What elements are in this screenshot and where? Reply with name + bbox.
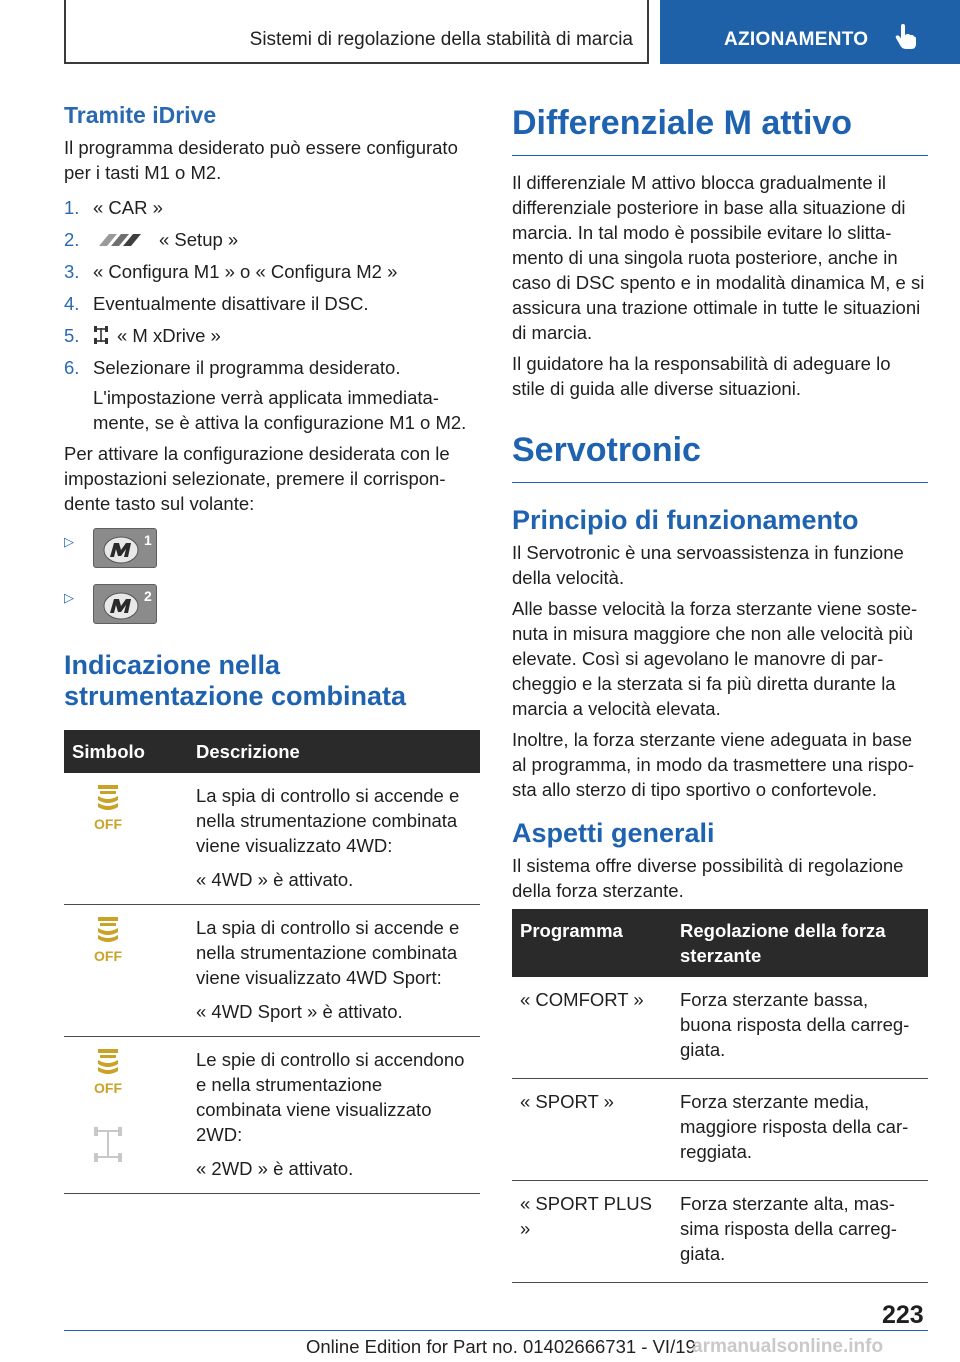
step-number: 3.	[64, 261, 80, 282]
step-number: 6.	[64, 357, 80, 378]
symbol-cell	[64, 773, 188, 905]
table-header-program: Programma	[512, 909, 672, 977]
symbol-cell	[64, 1037, 188, 1194]
program-cell: « SPORT »	[512, 1079, 672, 1181]
step-text: « M xDrive »	[117, 325, 221, 346]
program-cell: « COMFORT »	[512, 977, 672, 1079]
steps-list	[64, 195, 480, 380]
servotronic-heading: Servotronic	[512, 431, 928, 483]
symbol-cell	[64, 905, 188, 1037]
table-row	[512, 977, 928, 1079]
page-number: 223	[882, 1301, 924, 1329]
step-text: « CAR »	[93, 197, 163, 218]
footer-divider	[64, 1330, 863, 1331]
step-item	[64, 259, 480, 284]
program-table	[512, 909, 928, 1283]
differential-paragraph-1: Il differenziale M attivo blocca gradualmente il differenziale posteriore in base alla situazione di marcia. In tal modo è possibile evitare lo slittamento di una singola ruota posteriore, anche in caso di DSC spento e in modalità dinamica M, e si assicura una trazione ottimale in tutte le situazioni di marcia.	[512, 172, 925, 343]
principle-heading: Principio di funzionamento	[512, 505, 859, 535]
header-chapter-tab	[660, 0, 960, 64]
general-heading: Aspetti generali	[512, 818, 715, 848]
description-cell	[188, 773, 480, 905]
principle-paragraph-2: Alle basse velocità la forza sterzante viene sostenuta in misura maggiore che non alle velocità più elevate. Così si agevolano le manovre di parcheggio e la sterzata si fa più diretta durante la marcia a velocità elevata.	[512, 598, 918, 719]
table-header-row	[512, 909, 928, 977]
watermark: armanualsonline.info	[692, 1336, 884, 1357]
step-number: 5.	[64, 325, 80, 346]
row-status: « 4WD » è attivato.	[196, 869, 354, 890]
table-row	[64, 905, 480, 1037]
4wd-warning-light-icon	[86, 783, 130, 833]
differential-paragraph-2: Il guidatore ha la responsabilità di adeguare lo stile di guida alle diverse situazioni.	[512, 353, 891, 399]
row-description: Le spie di controllo si accendono e nella strumentazione combinata viene visualizzato 2WD:	[196, 1049, 465, 1145]
step-item	[64, 355, 480, 380]
general-paragraph: Il sistema offre diverse possibilità di regolazione della forza sterzante.	[512, 855, 904, 901]
m1-superscript: 1	[144, 532, 152, 548]
step-text: Selezionare il programma desiderato.	[93, 357, 401, 378]
2wd-drivetrain-icon	[86, 1123, 130, 1167]
table-header-symbol: Simbolo	[64, 730, 188, 773]
step-number: 2.	[64, 229, 80, 250]
table-row	[512, 1079, 928, 1181]
differential-heading: Differenziale M attivo	[512, 104, 928, 156]
step-text: « Configura M1 » o « Configura M2 »	[93, 261, 398, 282]
step-number: 1.	[64, 197, 80, 218]
description-cell	[188, 905, 480, 1037]
bullet-m1	[64, 528, 480, 568]
row-description: La spia di controllo si accende e nella strumentazione combinata viene visualizzato 4WD:	[196, 785, 460, 856]
step-item	[64, 195, 480, 220]
svg-text:OFF: OFF	[94, 816, 122, 832]
m1-button-icon	[93, 528, 157, 568]
table-row	[64, 773, 480, 905]
table-row	[512, 1181, 928, 1283]
header-chapter-label: AZIONAMENTO	[724, 29, 869, 50]
step-text: Eventualmente disattivare il DSC.	[93, 293, 369, 314]
step-item	[64, 323, 480, 348]
display-heading: Indicazione nella strumentazione combinata	[64, 650, 407, 711]
header-section-title: Sistemi di regolazione della stabilità di marcia	[249, 29, 633, 50]
principle-paragraph-3: Inoltre, la forza sterzante viene adeguata in base al programma, in modo da trasmettere una risposta allo sterzo di tipo sportivo o confortevole.	[512, 729, 915, 800]
step-number: 4.	[64, 293, 80, 314]
step-6-note: L'impostazione verrà applicata immediatamente, se è attiva la configurazione M1 o M2.	[93, 387, 467, 433]
steering-cell: Forza sterzante alta, massima risposta della carreggiata.	[672, 1181, 928, 1283]
4wd-sport-warning-light-icon	[86, 915, 130, 965]
pointing-hand-icon	[895, 24, 917, 50]
table-header-row	[64, 730, 480, 773]
header-section-box	[64, 0, 649, 64]
table-header-description: Descrizione	[188, 730, 480, 773]
step-item	[64, 227, 480, 252]
idrive-heading: Tramite iDrive	[64, 102, 217, 128]
steering-cell: Forza sterzante media, maggiore risposta della carreggiata.	[672, 1079, 928, 1181]
description-cell	[188, 1037, 480, 1194]
m-settings-icon	[95, 230, 151, 250]
2wd-warning-light-icon	[86, 1047, 130, 1097]
step-text: « Setup »	[159, 229, 239, 250]
bullet-m2	[64, 584, 480, 624]
principle-paragraph-1: Il Servotronic è una servoassistenza in funzione della velocità.	[512, 542, 904, 588]
activate-text: Per attivare la configurazione desiderata con le impostazioni selezionate, premere il corrispondente tasto sul volante:	[64, 443, 450, 514]
row-status: « 2WD » è attivato.	[196, 1158, 354, 1179]
symbol-table	[64, 730, 480, 1194]
table-row	[64, 1037, 480, 1194]
row-description: La spia di controllo si accende e nella strumentazione combinata viene visualizzato 4WD Sport:	[196, 917, 460, 988]
right-column	[512, 104, 928, 1283]
footer-edition: Online Edition for Part no. 01402666731 - VI/19	[306, 1336, 696, 1357]
footer-divider-right	[863, 1330, 928, 1331]
m2-button-icon	[93, 584, 157, 624]
m2-superscript: 2	[144, 588, 152, 604]
steering-cell: Forza sterzante bassa, buona risposta della carreggiata.	[672, 977, 928, 1079]
row-status: « 4WD Sport » è attivato.	[196, 1001, 403, 1022]
svg-text:OFF: OFF	[94, 948, 122, 964]
drivetrain-icon	[93, 325, 109, 345]
step-item	[64, 291, 480, 316]
bullet-triangle-icon: ▷	[64, 590, 74, 605]
left-column	[64, 98, 480, 1194]
table-header-steering: Regolazione della forza sterzante	[672, 909, 928, 977]
idrive-intro: Il programma desiderato può essere configurato per i tasti M1 o M2.	[64, 137, 458, 183]
program-cell: « SPORT PLUS »	[512, 1181, 672, 1283]
bullet-triangle-icon: ▷	[64, 534, 74, 549]
svg-text:OFF: OFF	[94, 1080, 122, 1096]
